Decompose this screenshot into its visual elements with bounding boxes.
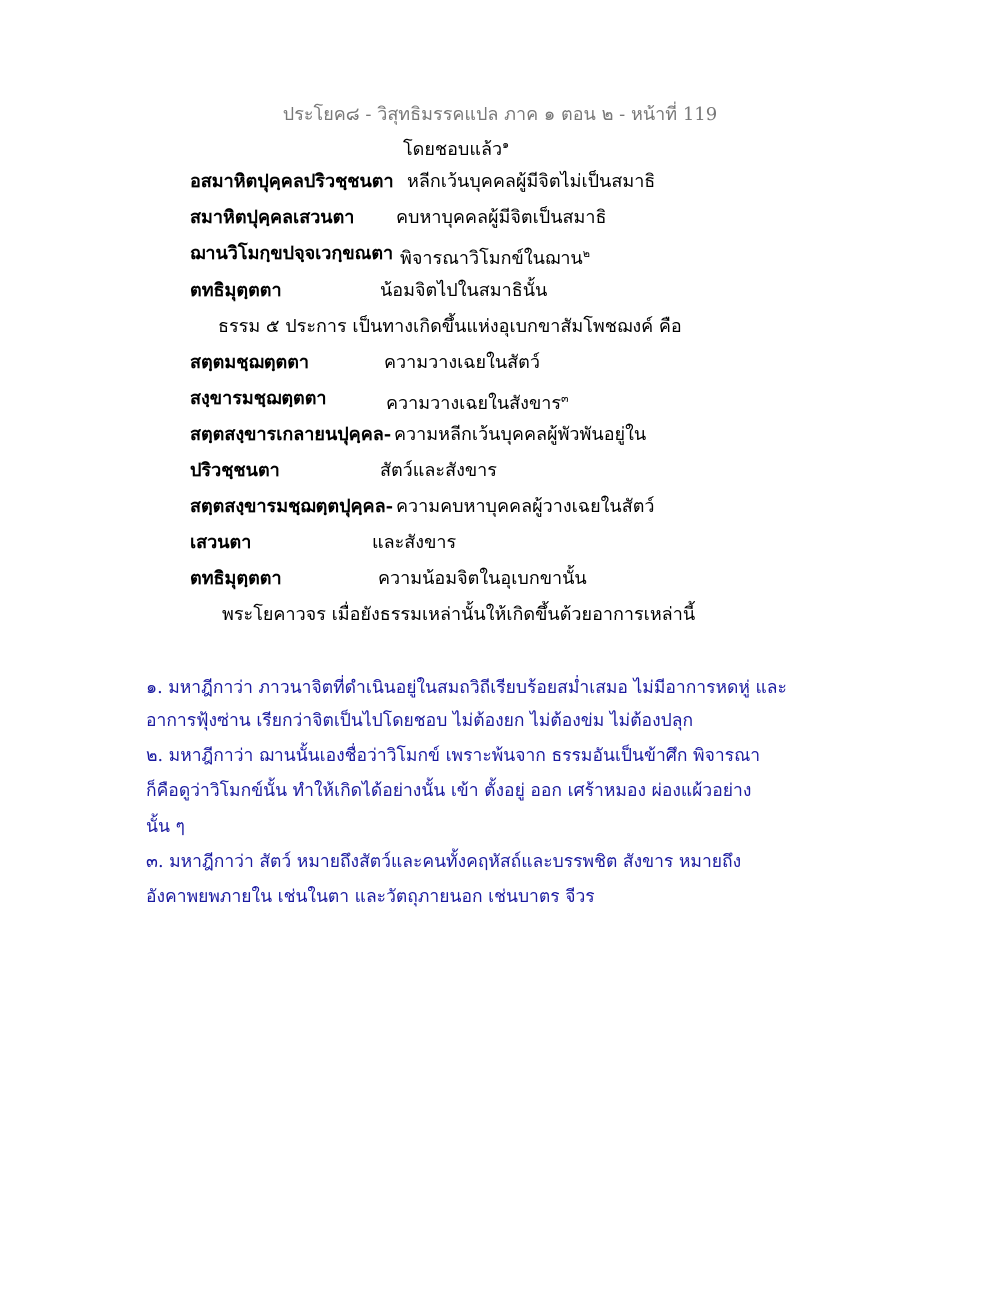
thai-gloss: ความคบหาบุคคลผู้วางเฉยในสัตว์ (396, 496, 655, 517)
thai-gloss: หลีกเว้นบุคคลผู้มีจิตไม่เป็นสมาธิ (407, 171, 656, 192)
pali-term: ปริวชฺชนตา (190, 460, 280, 481)
footnote-mark: ๑ (502, 138, 510, 151)
pali-term: สตฺตมชฺฌตฺตตา (190, 352, 310, 373)
pali-term: สงฺขารมชฺฌตฺตตา (190, 388, 327, 409)
thai-gloss: และสังขาร (372, 532, 457, 553)
footnote-line: ก็คือดูว่าวิโมกข์นั้น ทำให้เกิดได้อย่างนั้น เข้า ตั้งอยู่ ออก เศร้าหมอง ผ่องแผ้วอย่าง (146, 781, 752, 801)
thai-gloss: ความวางเฉยในสัตว์ (384, 352, 540, 373)
pali-term: อสมาหิตปุคฺคลปริวชฺชนตา (190, 171, 394, 192)
gloss-text: พิจารณาวิโมกข์ในฌาน (400, 248, 583, 269)
page-header: ประโยค๘ - วิสุทธิมรรคแปล ภาค ๑ ตอน ๒ - หน้าที่ 119 (282, 104, 718, 125)
pali-term: เสวนตา (190, 532, 252, 553)
pali-term: สมาหิตปุคฺคลเสวนตา (190, 207, 355, 228)
pali-term: ตทธิมุตฺตตา (190, 568, 282, 589)
thai-gloss (400, 241, 590, 272)
footnote-line: ๓. มหาฎีกาว่า สัตว์ หมายถึงสัตว์และคนทั้งคฤหัสถ์และบรรพชิต สังขาร หมายถึง (146, 852, 742, 872)
pali-term: ฌานวิโมกฺขปจฺจเวกฺขณตา (190, 243, 394, 264)
pali-term: สตฺตสงฺขารมชฺฌตฺตปุคฺคล- (190, 496, 394, 517)
footnote-line: อังคาพยพภายใน เช่นในตา และวัตถุภายนอก เช่นบาตร จีวร (146, 887, 595, 907)
pali-term: ตทธิมุตฺตตา (190, 280, 282, 301)
footnote-line: อาการฟุ้งซ่าน เรียกว่าจิตเป็นไปโดยชอบ ไม่ต้องยก ไม่ต้องข่ม ไม่ต้องปลุก (146, 711, 694, 731)
closing-line: พระโยคาวจร เมื่อยังธรรมเหล่านั้นให้เกิดขึ้นด้วยอาการเหล่านี้ (222, 604, 696, 625)
gloss-text: ความวางเฉยในสังขาร (386, 393, 562, 414)
thai-gloss: ความน้อมจิตในอุเบกขานั้น (378, 568, 587, 589)
pali-term: สตฺตสงฺขารเกลายนปุคฺคล- (190, 424, 392, 445)
thai-gloss (386, 386, 569, 417)
thai-gloss: คบหาบุคคลผู้มีจิตเป็นสมาธิ (396, 207, 607, 228)
footnote-mark: ๒ (582, 247, 590, 260)
intro-line (403, 132, 509, 163)
footnote-mark: ๓ (561, 392, 569, 405)
footnote-line: ๑. มหาฎีกาว่า ภาวนาจิตที่ดำเนินอยู่ในสมถวิถีเรียบร้อยสม่ำเสมอ ไม่มีอาการหดหู่ และ (146, 678, 787, 698)
intro-text: โดยชอบแล้ว (403, 139, 503, 160)
thai-gloss: สัตว์และสังขาร (380, 460, 497, 481)
thai-gloss: น้อมจิตไปในสมาธินั้น (380, 280, 548, 301)
footnote-line: นั้น ๆ (146, 817, 185, 837)
thai-gloss: ความหลีกเว้นบุคคลผู้พัวพันอยู่ใน (394, 424, 647, 445)
footnote-line: ๒. มหาฎีกาว่า ฌานนั้นเองชื่อว่าวิโมกข์ เพราะพ้นจาก ธรรมอันเป็นข้าศึก พิจารณา (146, 746, 761, 766)
section-heading: ธรรม ๕ ประการ เป็นทางเกิดขึ้นแห่งอุเบกขาสัมโพชฌงค์ คือ (218, 316, 682, 337)
